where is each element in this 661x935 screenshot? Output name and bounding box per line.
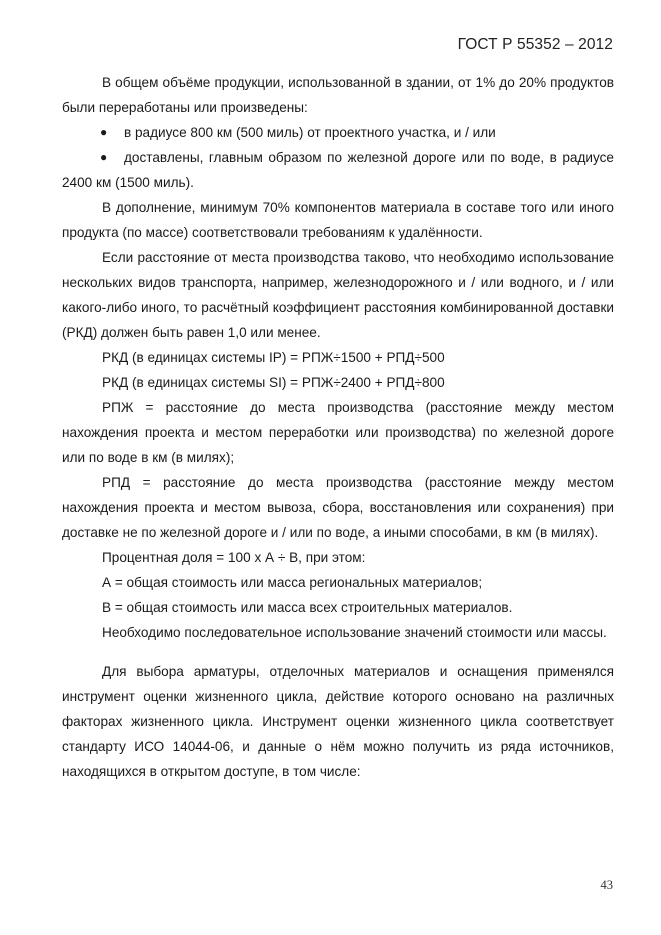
formula-si: РКД (в единицах системы SI) = РПЖ÷2400 + РПД÷800 xyxy=(102,375,445,390)
document-header: ГОСТ Р 55352 – 2012 xyxy=(457,36,613,53)
paragraph-consistency: Необходимо последовательное использование значений стоимости или массы. xyxy=(102,625,607,640)
list-item-text: доставлены, главным образом по железной дороге или по воде, в радиусе 2400 км (1500 миль). xyxy=(62,150,614,190)
paragraph-combined-delivery: Если расстояние от места производства таково, что необходимо использование нескольких видов транспорта, например, железнодорожного и / или водного, и / или какого-либо иного, то расчётный коэффициент расстояния комбинированной доставки (РКД) должен быть равен 1,0 или менее. xyxy=(62,250,614,340)
list-item-radius-800 xyxy=(62,120,614,145)
paragraph-components-70: В дополнение, минимум 70% компонентов материала в составе того или иного продукта (по массе) соответствовали требованиям к удалённости. xyxy=(62,200,614,240)
definition-rpd: РПД = расстояние до места производства (расстояние между местом нахождения проекта и местом вывоза, сбора, восстановления или сохранения) при доставке не по железной дороге и / или по воде, а иными способами, в км (в милях). xyxy=(62,475,614,540)
formula-ip: РКД (в единицах системы IP) = РПЖ÷1500 + РПД÷500 xyxy=(102,350,445,365)
page-number: 43 xyxy=(600,878,613,892)
list-item-text: в радиусе 800 км (500 миль) от проектного участка, и / или xyxy=(124,125,496,140)
definition-b: В = общая стоимость или масса всех строительных материалов. xyxy=(102,600,513,615)
paragraph-regional-products: В общем объёме продукции, использованной в здании, от 1% до 20% продуктов были переработаны или произведены: xyxy=(62,75,614,115)
bullet-icon: ● xyxy=(100,150,108,164)
bullet-icon: ● xyxy=(100,125,108,139)
definition-a: А = общая стоимость или масса региональных материалов; xyxy=(102,575,483,590)
list-item-radius-2400 xyxy=(62,145,614,195)
paragraph-gap xyxy=(62,645,614,659)
definition-rpzh: РПЖ = расстояние до места производства (расстояние между местом нахождения проекта и местом переработки или производства) по железной дороге или по воде в км (в милях); xyxy=(62,400,614,465)
paragraph-lca-tool: Для выбора арматуры, отделочных материалов и оснащения применялся инструмент оценки жизненного цикла, действие которого основано на различных факторах жизненного цикла. Инструмент оценки жизненного цикла соответствует стандарту ИСО 14044-06, и данные о нём можно получить из ряда источников, находящихся в открытом доступе, в том числе: xyxy=(62,664,614,779)
percentage-formula: Процентная доля = 100 х А ÷ В, при этом: xyxy=(102,550,366,565)
document-body xyxy=(62,70,614,784)
